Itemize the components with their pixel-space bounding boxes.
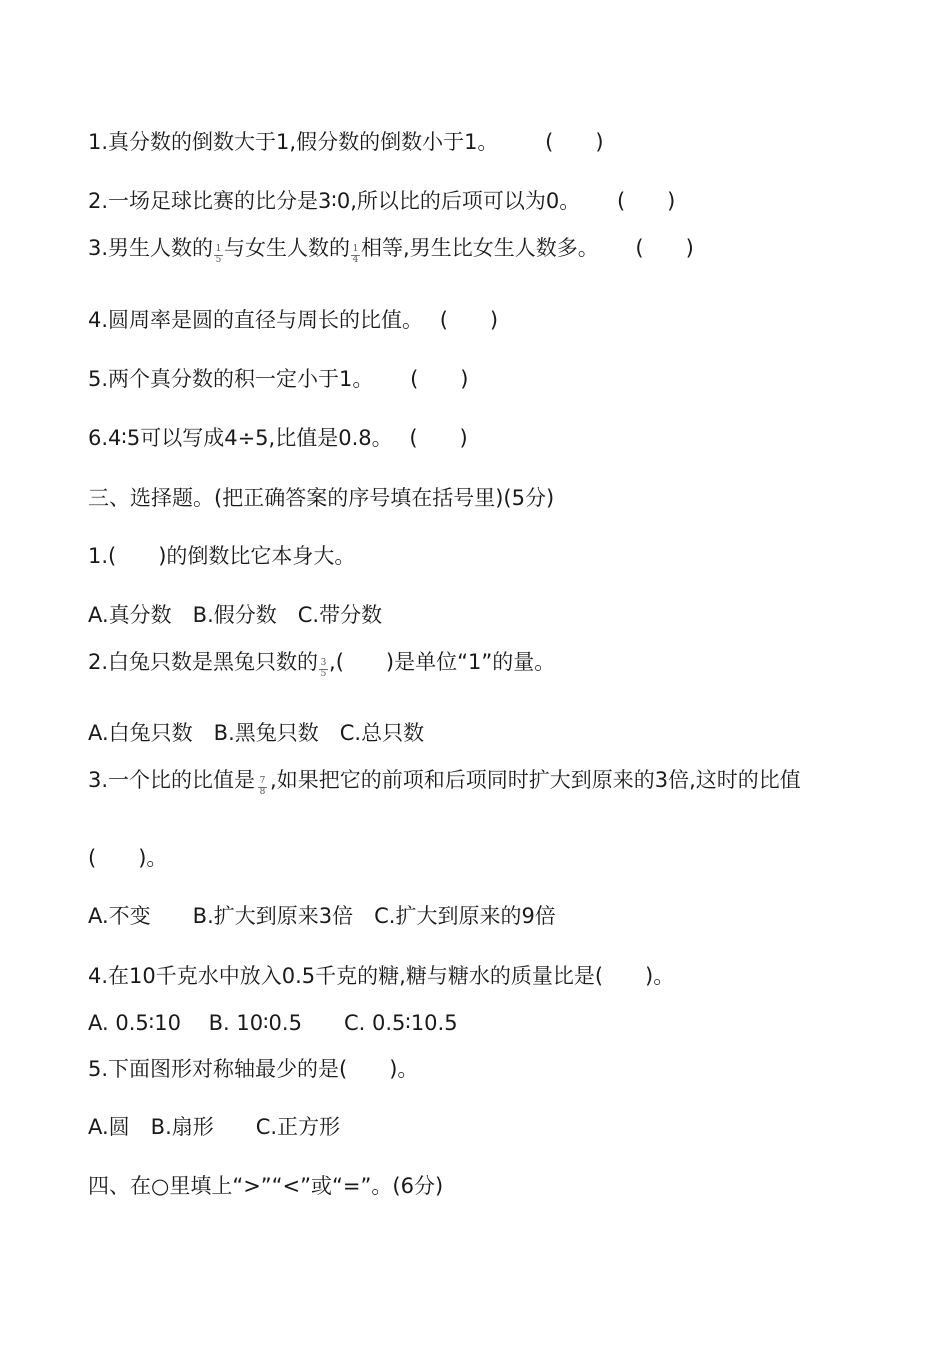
choice-question-5: 5.下面图形对称轴最少的是( )。 bbox=[88, 1057, 419, 1081]
judge-question-4: 4.圆周率是圆的直径与周长的比值。 ( ) bbox=[88, 308, 499, 332]
judge-question-5: 5.两个真分数的积一定小于1。 ( ) bbox=[88, 367, 469, 391]
fraction: $\frac{1}{5}$ bbox=[215, 244, 222, 265]
choice-question-4: 4.在10千克水中放入0.5千克的糖,糖与糖水的质量比是( )。 bbox=[88, 964, 675, 988]
choice-options-4: A. 0.5∶10 B. 10∶0.5 C. 0.5∶10.5 bbox=[88, 1011, 458, 1035]
section-3-title: 三、选择题。(把正确答案的序号填在括号里)(5分) bbox=[88, 486, 555, 510]
choice-options-3: A.不变 B.扩大到原来3倍 C.扩大到原来的9倍 bbox=[88, 904, 556, 928]
fraction: $\frac{1}{4}$ bbox=[352, 244, 359, 265]
answer-blank[interactable]: ( ) bbox=[616, 189, 676, 213]
fraction: $\frac{3}{5}$ bbox=[320, 658, 327, 679]
judge-question-3: 3.男生人数的 $\frac{1}{5}$ 与女生人数的 $\frac{1}{4}$ 相等,男生比女生人数多。 ( ) bbox=[88, 236, 694, 265]
choice-question-3-cont: ( )。 bbox=[88, 846, 168, 870]
judge-question-2: 2.一场足球比赛的比分是3∶0,所以比的后项可以为0。 ( ) bbox=[88, 189, 676, 213]
choice-question-3: 3.一个比的比值是 $\frac{7}{8}$ ,如果把它的前项和后项同时扩大到原来的3倍,这时的比值 bbox=[88, 768, 801, 797]
choice-options-1: A.真分数 B.假分数 C.带分数 bbox=[88, 603, 383, 627]
choice-question-1: 1.( )的倒数比它本身大。 bbox=[88, 544, 356, 568]
choice-question-2: 2.白兔只数是黑兔只数的 $\frac{3}{5}$ ,( )是单位“1”的量。 bbox=[88, 650, 556, 679]
choice-options-2: A.白兔只数 B.黑兔只数 C.总只数 bbox=[88, 721, 425, 745]
answer-blank[interactable]: ( ) bbox=[635, 236, 694, 260]
section-4-title: 四、在○里填上“>”“<”或“=”。(6分) bbox=[88, 1174, 444, 1198]
judge-question-6: 6.4∶5可以写成4÷5,比值是0.8。 ( ) bbox=[88, 426, 468, 450]
answer-blank[interactable]: ( ) bbox=[439, 308, 499, 332]
answer-blank[interactable]: ( ) bbox=[409, 426, 468, 450]
choice-options-5: A.圆 B.扇形 C.正方形 bbox=[88, 1115, 341, 1139]
judge-question-1: 1.真分数的倒数大于1,假分数的倒数小于1。 ( ) bbox=[88, 130, 604, 154]
answer-blank[interactable]: ( ) bbox=[545, 130, 604, 154]
fraction: $\frac{7}{8}$ bbox=[259, 776, 266, 797]
answer-blank[interactable]: ( ) bbox=[410, 367, 469, 391]
